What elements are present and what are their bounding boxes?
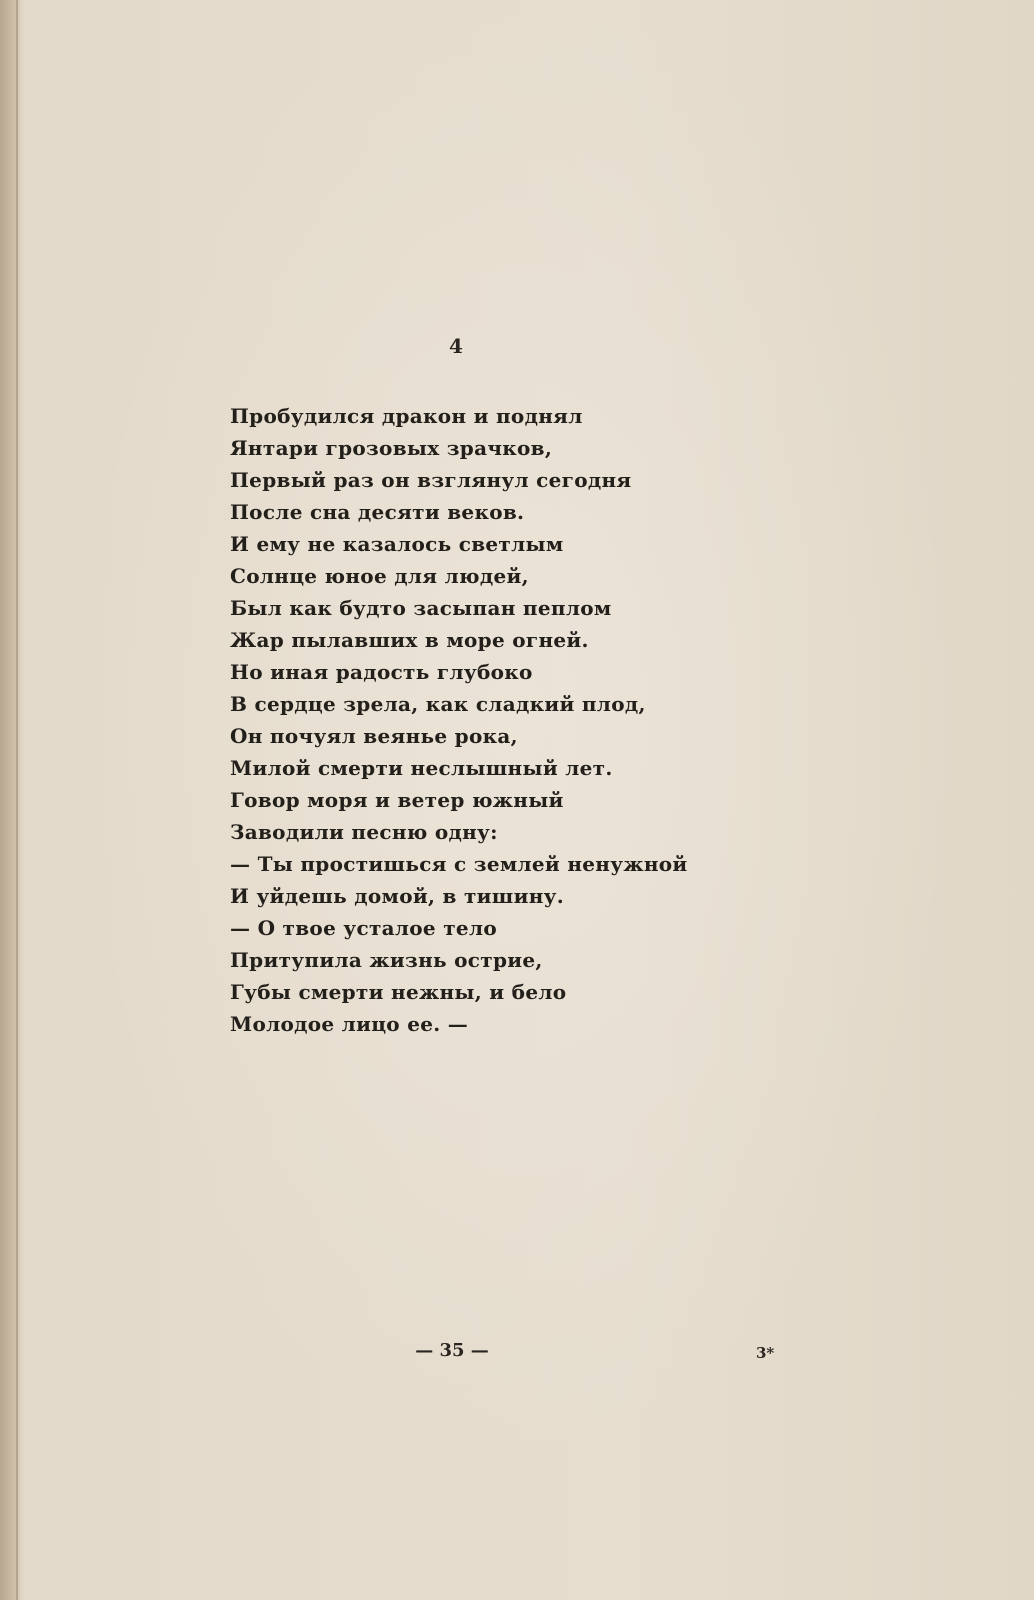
poem-line: Пробудился дракон и поднял bbox=[230, 404, 583, 428]
poem-line: Жар пылавших в море огней. bbox=[230, 628, 589, 652]
poem-line: Янтари грозовых зрачков, bbox=[230, 436, 553, 460]
poem-line: Молодое лицо ее. — bbox=[230, 1012, 469, 1036]
poem-line: Говор моря и ветер южный bbox=[230, 788, 564, 812]
signature-mark: 3* bbox=[756, 1344, 775, 1362]
poem-line: Он почуял веянье рока, bbox=[230, 724, 518, 748]
poem-line: Заводили песню одну: bbox=[230, 820, 498, 844]
poem-line: Но иная радость глубоко bbox=[230, 660, 533, 684]
poem-line: Притупила жизнь острие, bbox=[230, 948, 543, 972]
section-number: 4 bbox=[449, 334, 463, 358]
poem-line: — О твое усталое тело bbox=[230, 916, 497, 940]
poem-line: Милой смерти неслышный лет. bbox=[230, 756, 613, 780]
poem-line: Был как будто засыпан пеплом bbox=[230, 596, 612, 620]
poem-line: И ему не казалось светлым bbox=[230, 532, 564, 556]
poem-line: И уйдешь домой, в тишину. bbox=[230, 884, 565, 908]
poem-line: Солнце юное для людей, bbox=[230, 564, 529, 588]
poem-line: В сердце зрела, как сладкий плод, bbox=[230, 692, 646, 716]
page-number: — 35 — bbox=[415, 1340, 489, 1361]
poem-line: Губы смерти нежны, и бело bbox=[230, 980, 567, 1004]
poem-line: Первый раз он взглянул сегодня bbox=[230, 468, 632, 492]
poem-line: После сна десяти веков. bbox=[230, 500, 525, 524]
poem bbox=[230, 400, 790, 1040]
poem-line: — Ты простишься с землей ненужной bbox=[230, 852, 688, 876]
